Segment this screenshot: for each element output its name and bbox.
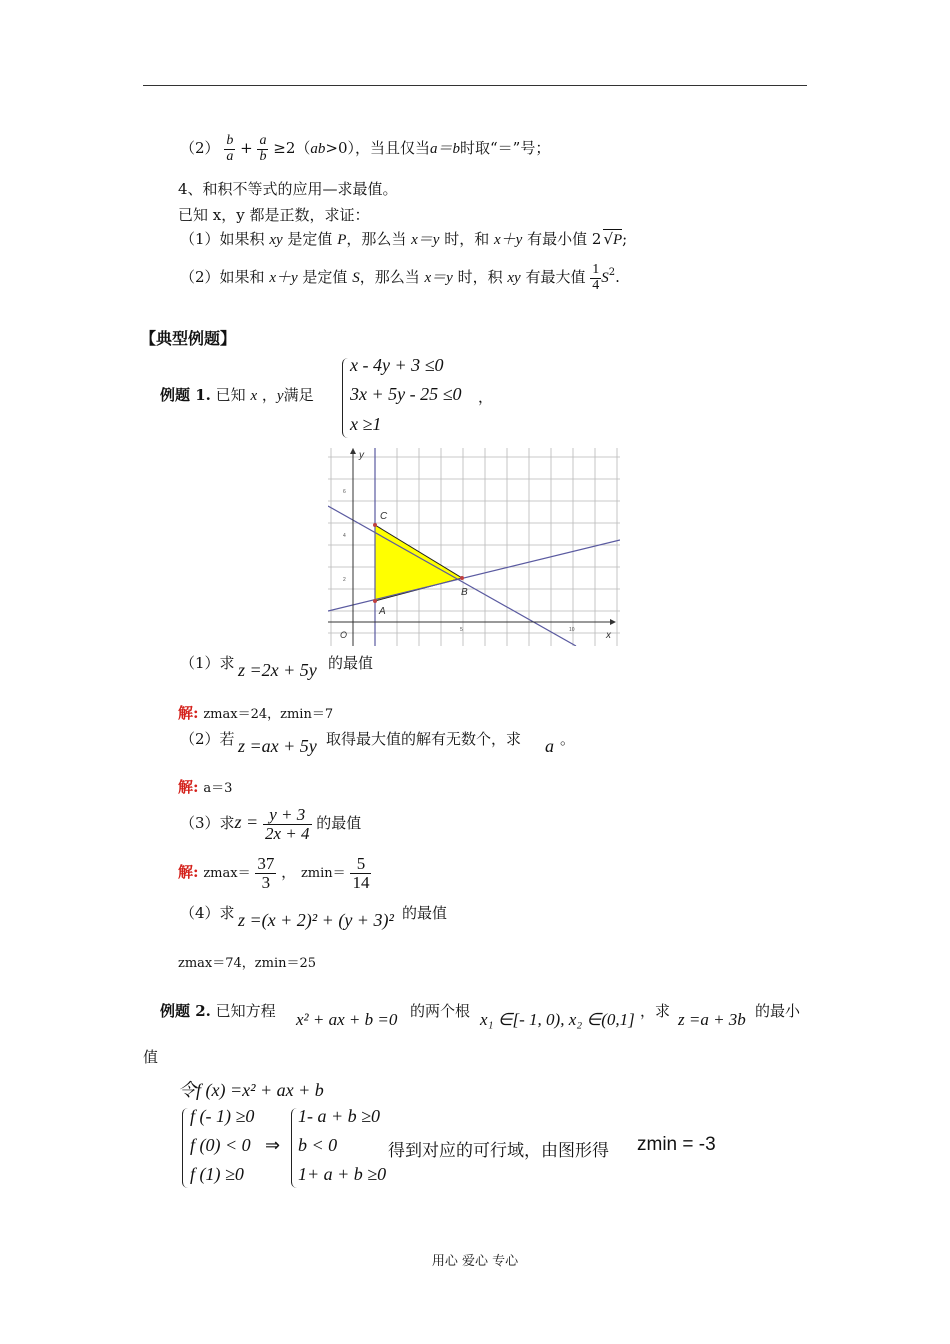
constraint-1: x - 4y + 3 ≤0	[350, 355, 444, 375]
q2-a: a	[545, 736, 554, 756]
label-origin: O	[340, 630, 348, 640]
q1-suffix: 的最值	[328, 654, 374, 672]
example2-text-d: 的最小	[755, 1002, 801, 1020]
q2-formula: z =ax + 5y	[238, 736, 317, 756]
answer-1: 解: zmax＝24，zmin＝7	[178, 704, 334, 722]
left-system-brace	[182, 1108, 189, 1188]
constraint-trailing-comma: ，	[478, 388, 494, 406]
proof-item-2: （2）如果和 x＋y 是定值 S，那么当 x＝y 时，积 xy 有最大值 $\frac{1}{4}$ $S^2$.	[180, 261, 620, 293]
right-condition-2: b < 0	[298, 1135, 338, 1155]
implies-arrow: ⇒	[265, 1135, 281, 1155]
section-heading-typical-examples: 【典型例题】	[140, 329, 237, 348]
label-B: B	[461, 587, 468, 598]
point-B	[460, 576, 464, 580]
q2-suffix: 取得最大值的解有无数个，求	[326, 730, 522, 748]
q1-formula: z =2x + 5y	[238, 660, 317, 680]
example2-roots: x₁ ∈[- 1, 0), x₂ ∈(0,1]	[480, 1010, 635, 1029]
left-condition-3: f (1) ≥0	[190, 1164, 244, 1184]
let-definition: 令f (x) =x² + ax + b	[178, 1080, 324, 1100]
feasible-region-graph	[328, 448, 620, 646]
system-brace	[342, 358, 349, 438]
x-axis-arrow	[610, 619, 616, 625]
tick-y-6: 6	[343, 489, 346, 495]
item2-line: （2） $\frac{b}{a}$ + $\frac{a}{b}$ ≥2（ab>0），当且仅当a＝b时取“＝”号；	[180, 132, 551, 164]
tick-x-5: 5	[460, 627, 463, 633]
q4-formula: z =(x + 2)² + (y + 3)²	[238, 910, 394, 930]
label-y: y	[359, 450, 364, 461]
y-axis-arrow	[350, 448, 356, 454]
example2-text-c: ，求	[640, 1002, 671, 1020]
q1: （1）求	[180, 654, 235, 672]
right-condition-1: 1- a + b ≥0	[298, 1106, 381, 1126]
result-zmin: zmin = -3	[637, 1134, 716, 1155]
heading-4: 4、和积不等式的应用—求最值。	[178, 180, 398, 198]
tick-y-2: 2	[343, 577, 346, 583]
right-system-brace	[291, 1108, 298, 1188]
answer-3: 解: zmax＝ $\frac{37}{3}$ ， zmin＝ $\frac{5}{14}$	[178, 853, 370, 892]
tick-x-10: 10	[569, 627, 575, 633]
constraint-2: 3x + 5y - 25 ≤0	[350, 384, 462, 404]
graph-svg	[328, 448, 620, 646]
answer3-max-fraction: $\frac{37}{3}$	[257, 853, 275, 892]
answer3-min-fraction: $\frac{5}{14}$	[352, 853, 370, 892]
q4-suffix: 的最值	[402, 904, 448, 922]
example1-intro: 例题 1. 已知 x ，y满足	[160, 386, 314, 404]
example2-continuation: 值	[143, 1048, 159, 1066]
result-text: 得到对应的可行域，由图形得	[388, 1141, 609, 1161]
grid-lines	[328, 448, 620, 646]
q2-end: 。	[560, 730, 576, 748]
label-A: A	[379, 606, 386, 617]
fraction-b-over-a: $\frac{b}{a}$	[226, 132, 234, 164]
given-text: 已知 x，y 都是正数，求证：	[178, 206, 370, 224]
label-C: C	[380, 511, 388, 522]
point-A	[373, 599, 377, 603]
left-condition-1: f (- 1) ≥0	[190, 1106, 255, 1126]
left-condition-2: f (0) < 0	[190, 1135, 251, 1155]
example2-label: 例题 2. 已知方程	[160, 1002, 276, 1020]
right-condition-3: 1+ a + b ≥0	[298, 1164, 387, 1184]
tick-y-4: 4	[343, 533, 346, 539]
header-rule	[143, 85, 807, 86]
page-footer: 用心 爱心 专心	[431, 1254, 519, 1269]
boundary-line-2	[328, 506, 576, 646]
example2-equation: x² + ax + b =0	[296, 1010, 398, 1029]
proof-item-1: （1）如果积 xy 是定值 P，那么当 x＝y 时，和 x＋y 有最小值 2 √P;	[180, 230, 628, 248]
answer-2: 解: a＝3	[178, 778, 233, 796]
answer-4: zmax＝74，zmin＝25	[178, 956, 317, 971]
q2: （2）若	[180, 730, 235, 748]
constraint-3: x ≥1	[350, 414, 382, 434]
q3-fraction: $\frac{y + 3}{2x + 4}$	[264, 804, 310, 843]
q3: （3）求z = $\frac{y + 3}{2x + 4}$ 的最值	[180, 804, 362, 843]
q4: （4）求	[180, 904, 235, 922]
example2-text-b: 的两个根	[410, 1002, 471, 1020]
example2-target: z =a + 3b	[678, 1010, 746, 1029]
fraction-a-over-b: $\frac{a}{b}$	[259, 132, 267, 164]
point-C	[373, 523, 377, 527]
label-x: x	[606, 630, 611, 641]
boundary-line-1	[328, 540, 620, 611]
fraction-1-over-4: $\frac{1}{4}$	[592, 261, 600, 293]
